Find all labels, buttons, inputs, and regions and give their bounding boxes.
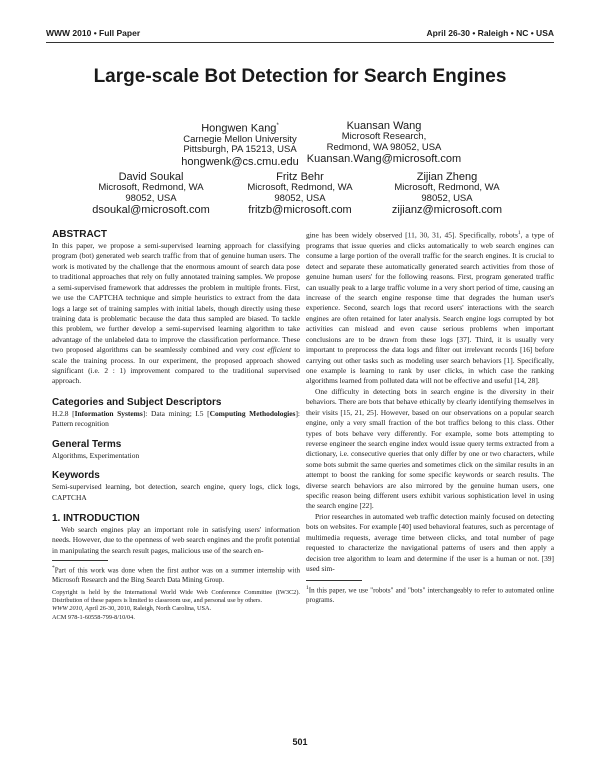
copyright-line: Copyright is held by the International World Wide Web Conference Committee (IW3C2). Distribution of these papers is limited to classroom use, and personal use by others. [52,588,300,605]
copyright-notice [52,589,300,623]
author-affiliation: Microsoft, Redmond, WA [98,182,204,193]
introduction-heading: 1. INTRODUCTION [52,513,140,525]
intro-paragraph: gine has been widely observed [11, 30, 31, 45]. Specifically, robots$^1$, a type of programs that issue queries and clicks automatically to web search engines can consume a large portion of the overall traffic for the search engines. It is crucial to detect and separate these automatically generated search activities from those of genuine human users' for the following reasons. First, program generated traffic can usually peak to a large traffic volume in a very short period of time, causing an increase of the search engine response time that degrades the human user's experience. Second, search logs that record users' interactions with the search engines are often retained for later analysis. Search engine logs corrupted by bot activities can mislead and even cause serious problems when important conclusions are to be drawn from these logs [37]. Third, it is usually very important to preprocess the data logs and filter out irrelevant records [16] before carrying out other tasks such as modeling user search behaviors [1]. Specifically, one example is learning to rank by user clicks, in which case the ranking algorithms learned from polluted data will not be effective and useful [14, 28]. [306,230,554,386]
author-name: Zijian Zheng [416,171,478,183]
author-name: Kuansan Wang [346,120,422,132]
author-email: Kuansan.Wang@microsoft.com [306,153,462,165]
running-header-left: WWW 2010 • Full Paper [46,28,141,38]
author-email: zijianz@microsoft.com [391,204,503,216]
author-name: Hongwen Kang [201,122,277,135]
author-affiliation: Microsoft Research, [341,131,427,142]
author-block [372,171,522,216]
acm-isbn: ACM 978-1-60558-799-8/10/04. [52,613,135,621]
footnote-1: $^1$In this paper, we use "robots" and "bots" interchangeably to refer to automated online programs. [306,585,554,604]
abstract-heading: ABSTRACT [52,229,107,240]
footnote-rule [306,580,362,581]
intro-paragraph: Prior researches in automated web traffic detection mainly focused on detecting bots on websites. For example [40] used behavioral features, such as percentage of multimedia requests, average time between clicks, and total number of page requested to characterize the navigational patterns of users and then apply a decision tree algorithm to learn and determine if the user is a human or not. [39] used sim- [306,511,554,573]
author-email: fritzb@microsoft.com [248,204,352,216]
author-email: dsoukal@microsoft.com [92,204,210,216]
paper-title: Large-scale Bot Detection for Search Engines [93,66,507,87]
header-rule [46,42,554,43]
keywords-heading: Keywords [52,470,100,482]
page-number: 501 [292,737,308,747]
abstract-text: In this paper, we propose a semi-supervised learning approach for classifying program (bot) generated web search traffic from that of genuine human users. The work is motivated by the challenge that the enormous amount of search data pose to traditional approaches that rely on fully annotated training samples. We propose a semi-supervised framework that addresses the problem in multiple fronts. First, we use the CAPTCHA technique and simple heuristics to extract from the data logs a large set of training samples with initial labels, though directly using these training data is problematic because the data thus sampled are biased. To tackle this problem, we further develop a semi-supervised learning algorithm to take advantage of the unlabeled data to improve the classification performance. These two proposed algorithms can be seamlessly combined and very cost efficient to scale the training process. In our experiment, the proposed approach showed significant (i.e. 2 : 1) improvement compared to the traditional supervised approach. [52,241,300,386]
author-affiliation: Microsoft, Redmond, WA [394,182,500,193]
intro-paragraph: One difficulty in detecting bots in search engine is the diversity in their behaviors. There are bots that behave ethically by clearly identifying themselves in their visits [15, 21, 25]. However, based on our observations on a popular search engine, only a very small fraction of the bot traffics belong to this class. Other types of bots behave very differently. For example, some bots attempting to reverse engineer the search engine index would issue query terms extracted from a dictionary, i.e. consecutive queries that only differ by one or two characters, while some bots submit the same queries and sometimes click on the similar results in an attempt to boost the ranking for some specific keywords or search results. The diverse search behaviors are also mirrored by the genuine human users, one specific reason being different users exhibit various sophistication level in using the search engine [22]. [306,386,554,511]
categories-text: H.2.8 [Information Systems]: Data mining; I.5 [Computing Methodologies]: Pattern recognition [52,408,300,429]
author-address: 98052, USA [125,192,177,204]
categories-heading: Categories and Subject Descriptors [52,396,222,408]
left-column [52,228,300,622]
author-address: Redmond, WA 98052, USA [326,141,442,153]
general-terms-heading: General Terms [52,438,122,450]
author-address: Pittsburgh, PA 15213, USA [183,144,297,156]
intro-paragraph: Web search engines play an important role in satisfying users' information needs. However, due to the openness of web search engines and the profit potential in manipulating the search result pages, malicious use of the search en- [52,525,300,555]
footnote-rule [52,560,108,561]
author-affiliation: Carnegie Mellon University [183,133,297,145]
keywords-text: Semi-supervised learning, bot detection, search engine, query logs, click logs, CAPTCHA [52,482,300,502]
author-affiliation: Microsoft, Redmond, WA [247,182,353,193]
author-block [76,171,226,216]
author-name: Fritz Behr [276,171,324,183]
author-block [225,171,375,216]
running-header-right: April 26-30 • Raleigh • NC • USA [426,28,554,38]
author-address: 98052, USA [421,192,473,204]
author-block [292,120,476,165]
author-email: hongwenk@cs.cmu.edu [181,155,299,168]
general-terms-text: Algorithms, Experimentation [52,450,140,460]
author-name: David Soukal [118,171,184,183]
footnote-star: *Part of this work was done when the first author was on a summer internship with Microsoft Research and the Bing Search Data Mining Group. [52,565,300,584]
author-footnote-mark: * [276,123,279,129]
author-address: 98052, USA [274,192,326,204]
conference-line: WWW 2010, April 26-30, 2010, Raleigh, North Carolina, USA. [52,605,212,613]
right-column [306,228,554,605]
